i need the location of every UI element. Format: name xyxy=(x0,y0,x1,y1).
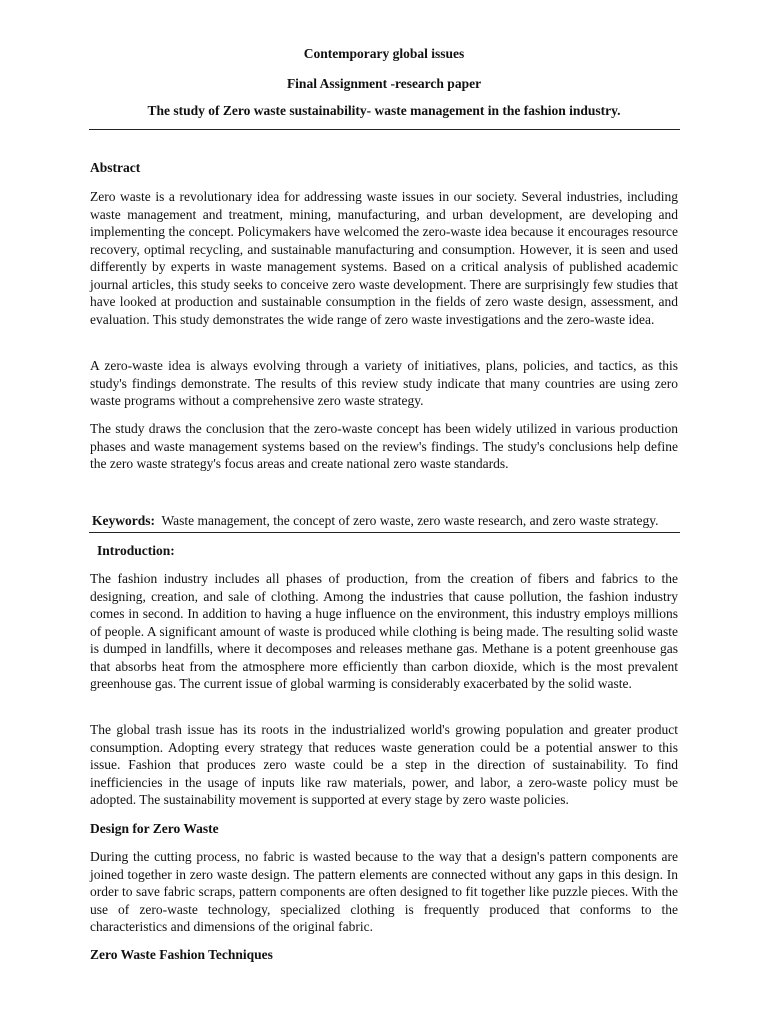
abstract-paragraph: Zero waste is a revolutionary idea for addressing waste issues in our society. Several industries, including waste management and treatment, mining, manufacturing, and urban development, are developing and implementing the concept. Policymakers have welcomed the zero-waste idea because it encourages resource recovery, optimal recycling, and sustainable manufacturing and consumption. However, it is seen and used differently by experts in waste management systems. Based on a critical analysis of published academic journal articles, this study seeks to conceive zero waste development. There are surprisingly few studies that have looked at production and sustainable consumption in the fields of zero waste design, assessment, and evaluation. This study demonstrates the wide range of zero waste investigations and the zero-waste idea. xyxy=(90,189,678,327)
design-paragraph: During the cutting process, no fabric is wasted because to the way that a design's pattern components are joined together in zero waste design. The pattern elements are connected without any gaps in this design. In order to save fabric scraps, pattern components are often designed to fit together like puzzle pieces. With the use of zero-waste technology, specialized clothing is frequently produced that conforms to the characteristics and dimensions of the original fabric. xyxy=(90,849,678,934)
keywords-label: Keywords: xyxy=(92,513,155,528)
introduction-paragraph: The global trash issue has its roots in the industrialized world's growing population and greater product consumption. Adopting every strategy that reduces waste generation could be a potential answer to this issue. Fashion that produces zero waste could be a step in the direction of sustainability. To find inefficiencies in the usage of inputs like raw materials, power, and labor, a zero-waste policy must be adopted. The sustainability movement is supported at every stage by zero waste policies. xyxy=(90,722,678,807)
techniques-heading: Zero Waste Fashion Techniques xyxy=(90,947,273,962)
paper-title: The study of Zero waste sustainability- waste management in the fashion industry. xyxy=(147,103,621,118)
keywords-divider xyxy=(89,532,680,533)
design-heading: Design for Zero Waste xyxy=(90,821,219,836)
title-divider xyxy=(89,129,680,130)
keywords-line xyxy=(92,513,682,529)
keywords-text: Waste management, the concept of zero waste, zero waste research, and zero waste strategy. xyxy=(161,513,659,528)
introduction-paragraph: The fashion industry includes all phases of production, from the creation of fibers and fabrics to the designing, creation, and sale of clothing. Among the industries that cause pollution, the fashion industry comes in second. In addition to having a huge influence on the environment, this industry employs millions of people. A significant amount of waste is produced while clothing is being made. The resulting solid waste is dumped in landfills, where it decomposes and releases methane gas. Methane is a potent greenhouse gas that absorbs heat from the atmosphere more efficiently than carbon dioxide, which is the most prevalent greenhouse gas. The current issue of global warming is considerably exacerbated by the solid waste. xyxy=(90,571,678,691)
course-title: Contemporary global issues xyxy=(303,46,465,61)
abstract-paragraph: A zero-waste idea is always evolving through a variety of initiatives, plans, policies, and tactics, as this study's findings demonstrate. The results of this review study indicate that many countries are using zero waste programs without a comprehensive zero waste strategy. xyxy=(90,358,678,408)
abstract-heading: Abstract xyxy=(90,160,141,175)
abstract-paragraph: The study draws the conclusion that the zero-waste concept has been widely utilized in various production phases and waste management systems based on the review's findings. The study's conclusions help define the zero waste strategy's focus areas and create national zero waste standards. xyxy=(90,421,678,471)
assignment-title: Final Assignment -research paper xyxy=(286,76,482,91)
introduction-heading: Introduction: xyxy=(97,543,175,558)
